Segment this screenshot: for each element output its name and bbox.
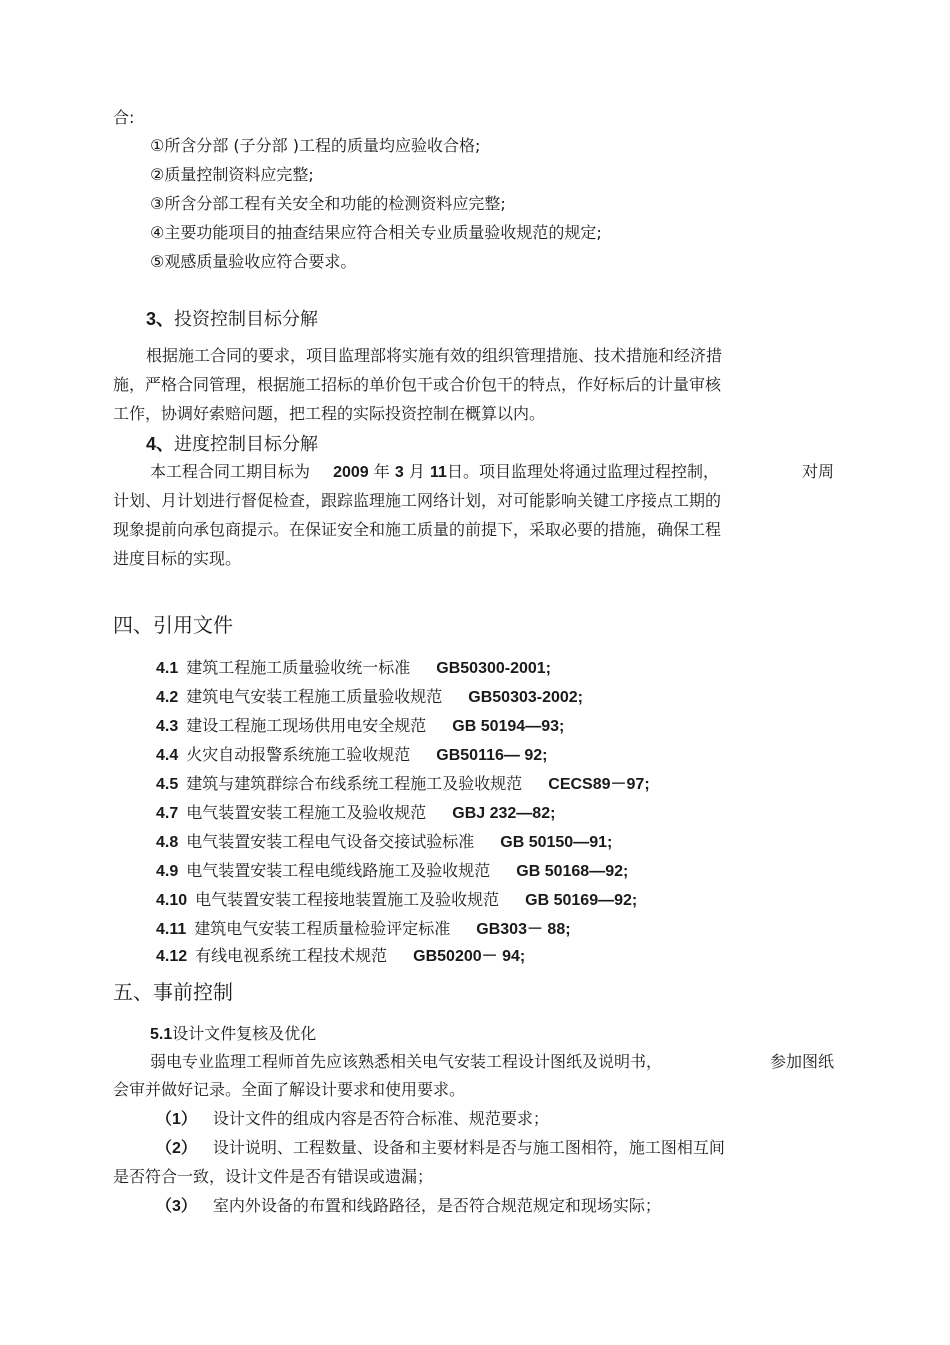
paragraph-line: 会审并做好记录。全面了解设计要求和使用要求。	[113, 1080, 466, 1099]
reference-standard: GBJ 232—82;	[452, 805, 556, 822]
reference-number: 4.11	[156, 921, 187, 938]
reference-number: 4.4	[156, 747, 179, 764]
reference-standard: GB50200－ 94;	[413, 948, 526, 965]
reference-name: 电气装置安装工程电缆线路施工及验收规范	[186, 861, 491, 880]
acceptance-item: ④主要功能项目的抽查结果应符合相关专业质量验收规范的规定;	[150, 223, 602, 242]
schedule-text: 日。项目监理处将通过监理过程控制，	[446, 462, 719, 481]
reference-item	[156, 658, 551, 679]
reference-number: 4.3	[156, 718, 179, 735]
reference-name: 建筑电气安装工程质量检验评定标准	[194, 919, 451, 938]
reference-standard: GB303－ 88;	[476, 921, 571, 938]
paragraph-line: 是否符合一致，设计文件是否有错误或遗漏；	[113, 1167, 434, 1186]
reference-item	[156, 687, 583, 708]
reference-item	[156, 832, 612, 853]
reference-item	[156, 919, 571, 940]
target-day: 11	[430, 464, 447, 481]
reference-standard: GB50300-2001;	[436, 660, 552, 677]
reference-item	[156, 716, 564, 737]
section-number: 3、	[146, 309, 175, 329]
month-char: 月	[408, 462, 425, 481]
schedule-text-end: 对周	[801, 462, 834, 481]
item-number: （2）	[156, 1140, 197, 1157]
reference-number: 4.12	[156, 948, 188, 965]
reference-standard: GB 50150—91;	[500, 834, 613, 851]
reference-item	[156, 803, 555, 824]
item-text: 室内外设备的布置和线路路径，是否符合规范规定和现场实际；	[212, 1196, 661, 1215]
target-month: 3	[394, 464, 404, 481]
reference-item	[156, 745, 547, 766]
continuation-text: 合:	[113, 108, 135, 127]
reference-standard: GB 50194—93;	[452, 718, 565, 735]
reference-number: 4.9	[156, 863, 179, 880]
reference-number: 4.2	[156, 689, 179, 706]
reference-number: 4.8	[156, 834, 179, 851]
paragraph-line	[150, 1052, 840, 1072]
review-item	[156, 1196, 661, 1217]
item-number: （1）	[156, 1111, 197, 1128]
acceptance-item: ①所含分部 (子分部 )工程的质量均应验收合格;	[150, 136, 481, 155]
paragraph-line-schedule	[150, 462, 840, 483]
reference-name: 建设工程施工现场供用电安全规范	[186, 716, 427, 735]
paragraph-line: 工作，协调好索赔问题，把工程的实际投资控制在概算以内。	[113, 404, 546, 423]
section-heading-schedule	[146, 434, 318, 455]
reference-standard: CECS89－97;	[548, 776, 650, 793]
acceptance-item: ③所含分部工程有关安全和功能的检测资料应完整;	[150, 194, 506, 213]
reference-item	[156, 861, 628, 882]
reference-name: 火灾自动报警系统施工验收规范	[186, 745, 411, 764]
subsection-title: 设计文件复核及优化	[172, 1024, 317, 1043]
reference-name: 建筑与建筑群综合布线系统工程施工及验收规范	[186, 774, 523, 793]
reference-name: 建筑电气安装工程施工质量验收规范	[186, 687, 443, 706]
review-item	[156, 1138, 725, 1159]
reference-number: 4.10	[156, 892, 188, 909]
subsection-heading	[150, 1024, 316, 1045]
item-number: （3）	[156, 1198, 197, 1215]
reference-standard: GB50303-2002;	[468, 689, 584, 706]
year-char: 年	[373, 462, 390, 481]
acceptance-item: ⑤观感质量验收应符合要求。	[150, 252, 357, 271]
reference-item	[156, 890, 637, 911]
paragraph-text-end: 参加图纸	[769, 1052, 834, 1071]
subsection-number: 5.1	[150, 1026, 173, 1043]
reference-item	[156, 774, 650, 795]
reference-standard: GB 50168—92;	[516, 863, 629, 880]
paragraph-line: 根据施工合同的要求，项目监理部将实施有效的组织管理措施、技术措施和经济措	[146, 346, 723, 365]
item-text: 设计文件的组成内容是否符合标准、规范要求；	[212, 1109, 549, 1128]
reference-name: 建筑工程施工质量验收统一标准	[186, 658, 411, 677]
review-item	[156, 1109, 549, 1130]
reference-number: 4.7	[156, 805, 179, 822]
reference-number: 4.5	[156, 776, 179, 793]
schedule-text: 本工程合同工期目标为	[150, 462, 311, 481]
paragraph-line: 施，严格合同管理，根据施工招标的单价包干或合价包干的特点，作好标后的计量审核	[113, 375, 722, 394]
reference-name: 有线电视系统工程技术规范	[195, 946, 388, 965]
target-year: 2009	[333, 464, 369, 481]
part-heading-pre-control: 五、事前控制	[113, 980, 233, 1004]
paragraph-text: 弱电专业监理工程师首先应该熟悉相关电气安装工程设计图纸及说明书，	[150, 1052, 663, 1071]
reference-name: 电气装置安装工程施工及验收规范	[186, 803, 427, 822]
section-title: 投资控制目标分解	[174, 309, 319, 330]
section-title: 进度控制目标分解	[174, 434, 319, 455]
reference-name: 电气装置安装工程接地装置施工及验收规范	[195, 890, 500, 909]
reference-standard: GB50116— 92;	[436, 747, 548, 764]
acceptance-item: ②质量控制资料应完整;	[150, 165, 314, 184]
item-text: 设计说明、工程数量、设备和主要材料是否与施工图相符，施工图相互间	[212, 1138, 725, 1157]
section-heading-investment	[146, 309, 318, 330]
paragraph-line: 进度目标的实现。	[113, 549, 242, 568]
reference-number: 4.1	[156, 660, 179, 677]
reference-standard: GB 50169—92;	[525, 892, 638, 909]
paragraph-line: 现象提前向承包商提示。在保证安全和施工质量的前提下，采取必要的措施，确保工程	[113, 520, 722, 539]
section-number: 4、	[146, 434, 175, 454]
reference-item	[156, 946, 525, 967]
reference-name: 电气装置安装工程电气设备交接试验标准	[186, 832, 475, 851]
paragraph-line: 计划、月计划进行督促检查，跟踪监理施工网络计划，对可能影响关键工序接点工期的	[113, 491, 722, 510]
part-heading-references: 四、引用文件	[113, 613, 233, 637]
